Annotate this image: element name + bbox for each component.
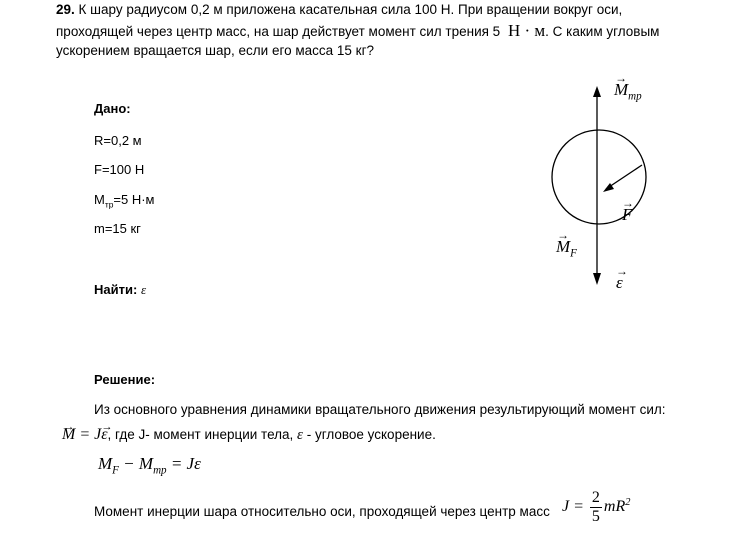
eq1-m: → M	[62, 424, 75, 446]
eq3-square: 2	[625, 496, 631, 508]
eq3-mr: mR	[603, 498, 626, 516]
given-m-letter: M	[94, 192, 105, 207]
given-mass: m=15 кг	[94, 221, 141, 236]
eq3-j: J	[562, 498, 570, 516]
m-tr-arrowhead	[593, 86, 601, 97]
m-tr-letter: → M	[614, 80, 628, 100]
problem-text-2a: проходящей через центр масс, на шар действует момент сил трения 5	[56, 24, 501, 39]
eq2-sub2: тр	[153, 464, 167, 477]
solution-heading: Решение:	[94, 372, 156, 387]
eq1-text-b: - угловое ускорение.	[302, 427, 436, 442]
given-radius: R=0,2 м	[94, 133, 142, 148]
solution-line-eq1	[62, 424, 436, 446]
problem-number: 29.	[56, 2, 75, 17]
m-f-sub: F	[570, 247, 577, 260]
eq3-denominator: 5	[591, 508, 600, 525]
eq3-numerator: 2	[591, 489, 600, 506]
problem-text-3: ускорением вращается шар, если его масса 15 кг?	[56, 43, 374, 58]
problem-line-3	[56, 41, 374, 61]
eps-letter: → ε	[616, 273, 623, 293]
eq3-equals: =	[569, 498, 588, 516]
eq1-text-a: , где J- момент инерции тела,	[107, 427, 298, 442]
eps-label	[616, 273, 623, 293]
eq1-equals-j: = J	[75, 426, 102, 443]
equation-3	[562, 490, 630, 525]
eq2-minus-m: − M	[118, 454, 154, 473]
given-force: F=100 Н	[94, 162, 145, 177]
eq1-text-eps: ε	[297, 427, 303, 443]
f-letter: → F	[622, 205, 632, 225]
eq2-sub1: F	[112, 464, 119, 477]
problem-line-2	[56, 21, 659, 42]
eq2-rest: = Jε	[166, 454, 201, 473]
m-tr-sub: тр	[628, 90, 642, 103]
given-friction-torque	[94, 192, 155, 210]
torque-unit: Н · м	[507, 21, 546, 40]
find-symbol: ε	[140, 282, 147, 297]
given-m-sub: тр	[104, 199, 114, 210]
problem-line-1	[56, 0, 622, 20]
problem-text-2b: . С каким угловым	[545, 24, 660, 39]
f-label	[622, 205, 632, 225]
equation-2	[98, 454, 201, 476]
m-tr-label	[614, 80, 642, 102]
find-line	[94, 282, 146, 298]
given-heading: Дано:	[94, 101, 131, 116]
m-f-label	[556, 237, 577, 259]
problem-text-1: К шару радиусом 0,2 м приложена касательная сила 100 Н. При вращении вокруг оси,	[78, 2, 623, 17]
m-f-letter: → M	[556, 237, 570, 257]
eq3-fraction	[590, 490, 602, 525]
eq1-eps: → ε	[101, 424, 107, 446]
eq2-m1: M	[98, 454, 113, 473]
equation-1	[62, 426, 108, 443]
rotation-diagram	[540, 80, 660, 300]
given-m-value: =5 Н·м	[113, 192, 155, 207]
find-label: Найти:	[94, 282, 138, 297]
m-f-arrowhead	[593, 273, 601, 285]
solution-paragraph-1: Из основного уравнения динамики вращательного движения результирующий момент сил:	[94, 402, 666, 417]
solution-paragraph-3: Момент инерции шара относительно оси, проходящей через центр масс	[94, 504, 550, 519]
